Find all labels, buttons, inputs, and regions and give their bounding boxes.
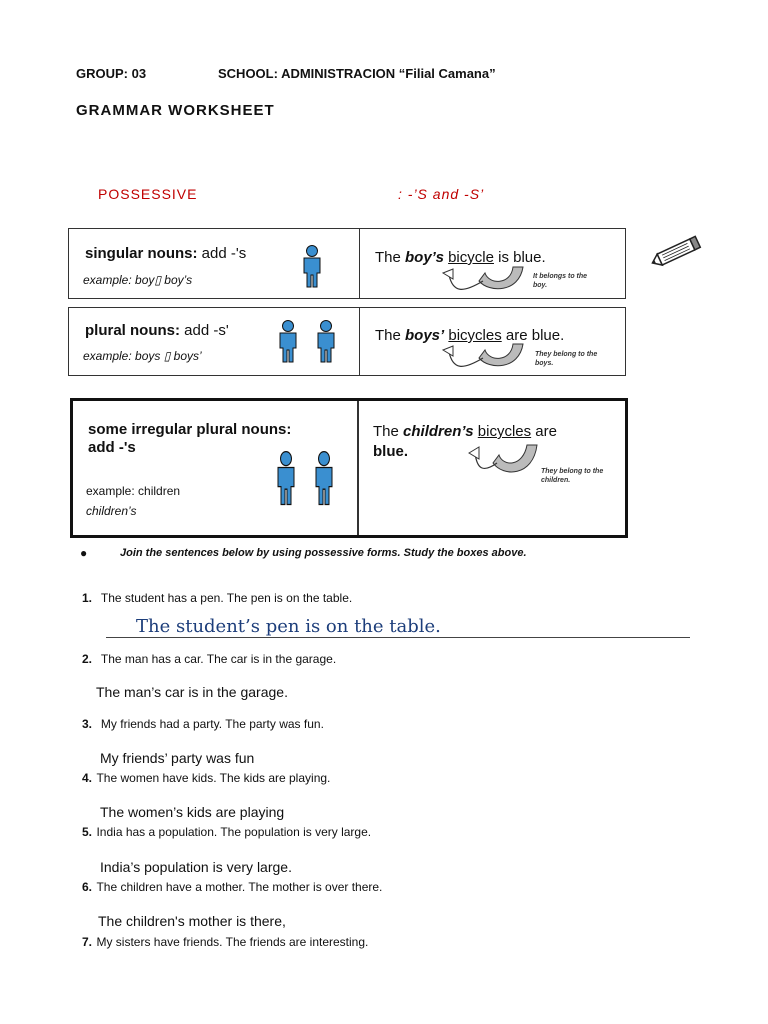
person-icon <box>275 320 301 364</box>
school-label: SCHOOL: ADMINISTRACION “Filial Camana” <box>218 66 496 81</box>
list-item: 6. The children have a mother. The mother is over there. <box>82 880 383 894</box>
answer-text: The man’s car is in the garage. <box>96 684 288 700</box>
instruction: Join the sentences below by using possessive forms. Study the boxes above. <box>120 547 527 559</box>
irregular-rule: some irregular plural nouns: add -'s <box>88 421 292 456</box>
irregular-note: They belong to the children. <box>541 468 604 484</box>
possession-arrow-icon <box>423 340 533 368</box>
answer-text: The women’s kids are playing <box>100 804 285 820</box>
pencil-icon <box>648 234 704 270</box>
bullet-icon: ● <box>80 546 88 560</box>
page-title: GRAMMAR WORKSHEET <box>76 102 275 119</box>
singular-sentence: The boy’s bicycle is blue. <box>375 249 546 266</box>
answer-text: The student’s pen is on the table. <box>136 616 441 637</box>
irregular-sentence: The children’s bicycles are blue. <box>373 423 557 460</box>
irregular-example: example: children children’s <box>86 484 181 518</box>
person-icon <box>273 451 299 507</box>
rule-box-singular <box>68 228 626 299</box>
rule-box-irregular <box>70 398 628 538</box>
plural-sentence: The boys’ bicycles are blue. <box>375 327 565 344</box>
singular-rule: singular nouns: add -'s <box>85 245 247 262</box>
plural-note: They belong to the boys. <box>535 351 598 367</box>
group-label: GROUP: 03 <box>76 66 147 81</box>
topic-label: POSSESSIVE <box>98 186 198 202</box>
list-item: 4. The women have kids. The kids are playing. <box>82 771 331 785</box>
plural-example: example: boys ▯ boys’ <box>83 349 202 363</box>
answer-text: The children's mother is there, <box>98 913 286 929</box>
answer-text: My friends’ party was fun <box>100 750 255 766</box>
topic-rule: : -’S and -S’ <box>398 186 485 202</box>
plural-rule: plural nouns: add -s' <box>85 322 229 339</box>
person-icon <box>299 245 325 289</box>
rule-box-plural <box>68 307 626 376</box>
person-icon <box>313 320 339 364</box>
list-item: 2. The man has a car. The car is in the garage. <box>82 652 337 666</box>
possession-arrow-icon <box>423 263 533 291</box>
answer-text: India’s population is very large. <box>100 859 292 875</box>
possession-arrow-icon <box>463 441 543 475</box>
list-item: 1. The student has a pen. The pen is on the table. <box>82 591 353 605</box>
list-item: 7. My sisters have friends. The friends are interesting. <box>82 935 369 949</box>
list-item: 5. India has a population. The population is very large. <box>82 825 372 839</box>
person-icon <box>311 451 337 507</box>
list-item: 3. My friends had a party. The party was fun. <box>82 717 324 731</box>
singular-note: It belongs to the boy. <box>533 273 588 289</box>
singular-example: example: boy▯ boy’s <box>83 273 193 287</box>
